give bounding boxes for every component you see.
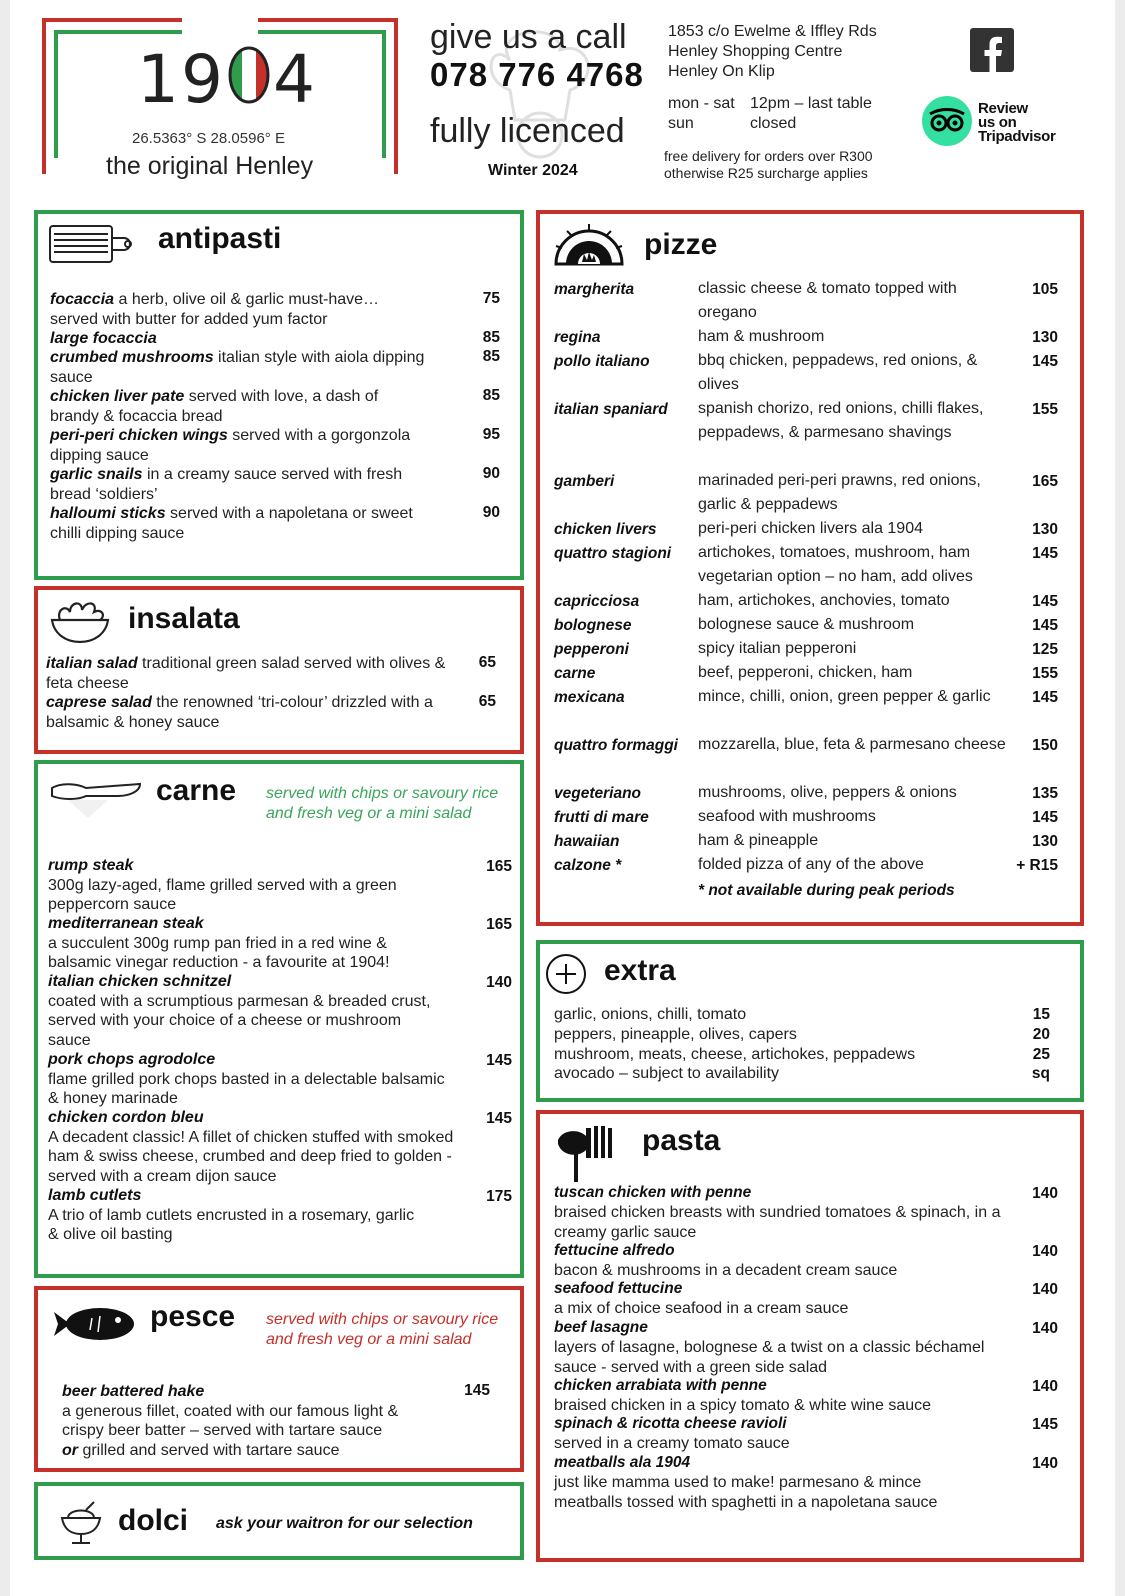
dolci-note: ask your waitron for our selection [216,1515,473,1532]
pasta-name: spinach & ricotta cheese ravioli [554,1415,787,1432]
phone-number[interactable]: 078 776 4768 [430,56,644,93]
extra-item: garlic, onions, chilli, tomato [554,1006,747,1023]
pizza-price: 145 [1032,353,1058,370]
pizza-desc: classic cheese & tomato topped with oregano [698,280,957,321]
knife-icon [48,778,144,823]
pizza-price: 130 [1032,329,1058,346]
hours-days: mon - sat [668,95,735,112]
extra-title: extra [604,954,676,987]
extra-item: avocado – subject to availability [554,1065,780,1082]
item-name: lamb cutlets [48,1187,142,1204]
item-name: halloumi sticks [50,505,166,522]
pizza-desc: ham & mushroom [698,328,825,345]
pizza-desc: spicy italian pepperoni [698,640,857,657]
menu-item [48,1108,458,1186]
pasta-desc: braised chicken in a spicy tomato & white wine sauce [554,1397,932,1414]
pasta-price: 140 [1032,1243,1058,1260]
coordinates: 26.5363° S 28.0596° E [132,130,285,147]
pizza-name: margherita [554,281,635,298]
tagline: the original Henley [106,152,314,180]
opening-hours [668,94,872,134]
pasta-price: 140 [1032,1185,1058,1202]
menu-item [50,290,425,329]
carne-section [34,760,524,1278]
pizza-price: 145 [1032,545,1058,562]
menu-item [48,1186,428,1245]
pizza-price: 145 [1032,617,1058,634]
item-desc: served with a gorgonzola dipping sauce [50,427,411,464]
pasta-desc: braised chicken breasts with sundried tomatoes & spinach, in a creamy garlic sauce [554,1204,1001,1241]
pesce-note: served with chips or savoury rice and fresh veg or a mini salad [266,1311,499,1348]
item-price: 165 [486,916,512,933]
pizza-price: 105 [1032,281,1058,298]
menu-item [48,972,448,1050]
item-price: 145 [486,1052,512,1069]
pizza-name: calzone * [554,857,622,874]
pizza-desc: artichokes, tomatoes, mushroom, ham vegetarian option – no ham, add olives [698,544,973,585]
pizza-desc: marinaded peri-peri prawns, red onions, garlic & peppadews [698,472,981,513]
pasta-desc: bacon & mushrooms in a decadent cream sauce [554,1262,898,1279]
season-label: Winter 2024 [488,162,578,179]
pizza-price: 145 [1032,593,1058,610]
pizza-name: chicken livers [554,521,657,538]
pizza-price: 165 [1032,473,1058,490]
hours-time: closed [750,115,797,132]
menu-item [46,693,446,732]
pizza-price: 145 [1032,689,1058,706]
tripadvisor-owl-icon [922,96,972,146]
pizza-price: 155 [1032,401,1058,418]
pizza-name: carne [554,665,596,682]
tripadvisor-line: Review [978,100,1028,117]
item-price: 65 [478,654,496,671]
pizza-desc: ham, artichokes, anchovies, tomato [698,592,950,609]
item-price: 85 [482,348,500,365]
address-line: 1853 c/o Ewelme & Iffley Rds [668,23,877,40]
address [668,22,877,82]
carne-title: carne [156,774,237,807]
item-desc: 300g lazy-aged, flame grilled served with a green peppercorn sauce [48,876,397,913]
pizza-desc: peri-peri chicken livers ala 1904 [698,520,923,537]
menu-item [46,654,476,693]
tripadvisor-line: Tripadvisor [978,128,1056,145]
pizza-note: * not available during peak periods [698,882,955,899]
item-price: 95 [482,426,500,443]
tripadvisor-text [978,102,1056,144]
facebook-icon[interactable] [970,28,1014,72]
menu-item [48,1050,448,1109]
pasta-name: meatballs ala 1904 [554,1454,691,1471]
delivery-line: otherwise R25 surcharge applies [664,165,868,181]
item-name: crumbed mushrooms [50,349,214,366]
sundae-icon [58,1500,104,1551]
extra-item: mushroom, meats, cheese, artichokes, peppadews [554,1046,916,1063]
pasta-name: beef lasagne [554,1319,648,1336]
plus-circle-icon [544,952,588,1001]
item-price: 90 [482,465,500,482]
item-name: focaccia [50,291,115,308]
menu-item [48,856,448,915]
item-price: 75 [482,290,500,307]
pizze-section [536,210,1084,926]
pizza-oven-icon [552,222,626,273]
pasta-desc: a mix of choice seafood in a cream sauce [554,1300,849,1317]
pizza-price: 145 [1032,809,1058,826]
item-price: 175 [486,1188,512,1205]
pizza-name: vegeteriano [554,785,642,802]
item-desc: A decadent classic! A fillet of chicken stuffed with smoked ham & swiss cheese, crumbed and deep fried to golden - served with a cream dijon sauce [48,1128,454,1185]
fish-icon [52,1304,142,1349]
item-name: garlic snails [50,466,143,483]
item-price: 145 [464,1382,490,1399]
menu-item [50,387,425,426]
pasta-desc: served in a creamy tomato sauce [554,1435,790,1452]
carne-note: served with chips or savoury rice and fresh veg or a mini salad [266,785,499,822]
dolci-title: dolci [118,1504,189,1537]
pizza-name: bolognese [554,617,632,634]
call-text: give us a call [430,18,627,56]
pasta-name: tuscan chicken with penne [554,1184,752,1201]
pizza-name: gamberi [554,473,615,490]
fork-pasta-icon [556,1122,620,1189]
item-desc: in a creamy sauce served with fresh bread ‘soldiers’ [50,466,403,503]
pasta-price: 140 [1032,1281,1058,1298]
pizza-desc: beef, pepperoni, chicken, ham [698,664,913,681]
pizza-desc: bbq chicken, peppadews, red onions, & olives [698,352,978,393]
menu-item [50,504,425,543]
item-name: italian chicken schnitzel [48,973,232,990]
pasta-section [536,1110,1084,1562]
item-name: peri-peri chicken wings [50,427,228,444]
item-name: italian salad [46,655,138,672]
pizza-desc: folded pizza of any of the above [698,856,924,873]
pasta-desc: layers of lasagne, bolognese & a twist on a classic béchamel sauce - served with a green side salad [554,1339,985,1376]
pesce-title: pesce [150,1300,236,1333]
item-desc: coated with a scrumptious parmesan & breaded crust, served with your choice of a cheese or mushroom sauce [48,992,431,1049]
pizza-price: 130 [1032,833,1058,850]
pasta-desc: just like mamma used to make! parmesano & mince meatballs tossed with spaghetti in a napoletana sauce [554,1474,938,1511]
item-or: or [62,1441,78,1459]
hours-days: sun [668,115,694,132]
pizza-price: 130 [1032,521,1058,538]
delivery-info [664,148,873,182]
pizza-price: 125 [1032,641,1058,658]
menu-item [50,329,425,349]
pizza-desc: mushrooms, olive, peppers & onions [698,784,957,801]
insalata-title: insalata [128,602,240,635]
item-desc: a succulent 300g rump pan fried in a red wine & balsamic vinegar reduction - a favourite at 1904! [48,934,390,971]
antipasti-title: antipasti [158,222,282,255]
pizza-price: 150 [1032,737,1058,754]
licence-text: fully licenced [430,112,625,150]
pasta-price: 145 [1032,1416,1058,1433]
delivery-line: free delivery for orders over R300 [664,148,873,164]
pasta-name: chicken arrabiata with penne [554,1377,767,1394]
logo-year: 19 4 [137,41,317,118]
cutting-board-icon [48,222,138,271]
item-name: large focaccia [50,330,157,347]
pizza-name: frutti di mare [554,809,649,826]
item-name: chicken cordon bleu [48,1109,204,1126]
pizza-desc: ham & pineapple [698,832,819,849]
item-price: 165 [486,858,512,875]
item-desc: a generous fillet, coated with our famous light & crispy beer batter – served with tartare sauce [62,1402,399,1439]
item-desc: a herb, olive oil & garlic must-have… served with butter for added yum factor [50,291,380,328]
hours-time: 12pm – last table [750,95,872,112]
pasta-title: pasta [642,1124,721,1157]
logo [42,18,398,178]
menu-item [50,348,425,387]
menu-item [62,1382,442,1460]
address-line: Henley On Klip [668,63,775,80]
item-desc: served with love, a dash of brandy & focaccia bread [50,388,379,425]
pizza-name: pollo italiano [554,353,650,370]
pizza-desc: mince, chilli, onion, green pepper & garlic [698,688,991,705]
item-price: 145 [486,1110,512,1127]
pasta-price: 140 [1032,1378,1058,1395]
salad-bowl-icon [48,598,112,649]
pizza-desc: mozzarella, blue, feta & parmesano cheese [698,736,1006,753]
menu-item [50,465,440,504]
pizza-desc: bolognese sauce & mushroom [698,616,915,633]
item-price: 140 [486,974,512,991]
tripadvisor-line: us on [978,114,1017,131]
item-price: 65 [478,693,496,710]
pizza-name: mexicana [554,689,625,706]
item-price: 85 [482,387,500,404]
pasta-name: fettucine alfredo [554,1242,675,1259]
item-desc: traditional green salad served with olives & feta cheese [46,655,446,692]
menu-item [48,914,448,973]
pasta-name: seafood fettucine [554,1280,683,1297]
pizza-name: quattro formaggi [554,737,678,754]
extra-price: 15 [1032,1006,1050,1023]
tripadvisor-badge[interactable] [922,96,1080,148]
italian-flag-zero-icon [225,44,273,106]
extra-item: peppers, pineapple, olives, capers [554,1026,797,1043]
item-price: 85 [482,329,500,346]
item-name: beer battered hake [62,1383,205,1400]
pizza-name: regina [554,329,601,346]
pizze-title: pizze [644,228,718,261]
antipasti-section [34,210,524,580]
pizza-name: pepperoni [554,641,629,658]
pizza-desc: seafood with mushrooms [698,808,876,825]
item-desc: served with a napoletana or sweet chilli dipping sauce [50,505,413,542]
item-desc: flame grilled pork chops basted in a delectable balsamic & honey marinade [48,1070,445,1107]
insalata-section [34,586,524,754]
item-name: chicken liver pate [50,388,185,405]
item-desc: the renowned ‘tri-colour’ drizzled with a balsamic & honey sauce [46,694,433,731]
item-desc: A trio of lamb cutlets encrusted in a rosemary, garlic & olive oil basting [48,1206,415,1243]
extra-price: 20 [1032,1026,1050,1043]
pizza-name: capricciosa [554,593,640,610]
extra-price: 25 [1032,1046,1050,1063]
item-desc: italian style with aiola dipping sauce [50,349,425,386]
menu-page [10,0,1115,1596]
pizza-price: 135 [1032,785,1058,802]
item-alt-desc: grilled and served with tartare sauce [78,1441,340,1459]
pasta-price: 140 [1032,1455,1058,1472]
pizza-name: hawaiian [554,833,620,850]
menu-item [50,426,425,465]
pizza-name: italian spaniard [554,401,668,418]
pizza-price: + R15 [1016,857,1058,874]
pizza-price: 155 [1032,665,1058,682]
extra-price: sq [1031,1065,1050,1082]
extra-section [536,940,1084,1102]
pizza-name: quattro stagioni [554,545,672,562]
item-price: 90 [482,504,500,521]
address-line: Henley Shopping Centre [668,43,843,60]
item-name: caprese salad [46,694,152,711]
item-name: rump steak [48,857,134,874]
item-name: pork chops agrodolce [48,1051,216,1068]
pasta-price: 140 [1032,1320,1058,1337]
dolci-section [34,1482,524,1560]
pesce-section [34,1286,524,1472]
pizza-desc: spanish chorizo, red onions, chilli flakes, peppadews, & parmesano shavings [698,400,984,441]
item-name: mediterranean steak [48,915,204,932]
